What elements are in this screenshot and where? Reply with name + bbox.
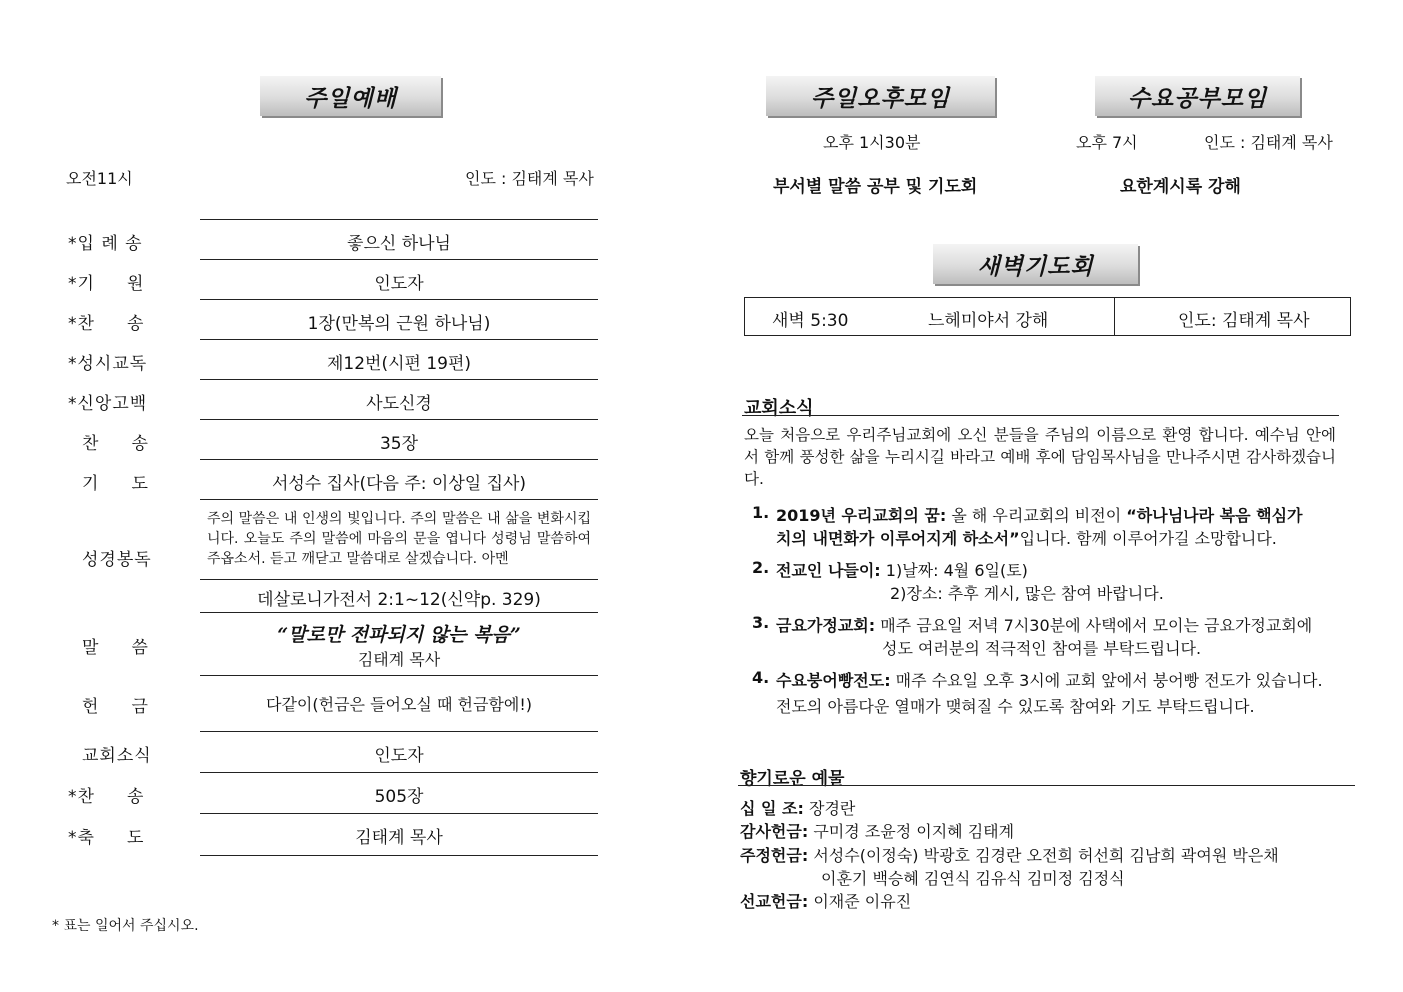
row-divider: [200, 612, 598, 613]
afternoon-meeting-banner: 주일오후모임: [766, 76, 995, 116]
news-item-number: 4.: [752, 668, 770, 687]
news-item-number: 1.: [752, 503, 770, 522]
service-label: 기 도: [82, 474, 149, 494]
news-item-text: 입니다. 함께 이루어가길 소망합니다.: [1019, 529, 1277, 548]
service-label: *찬 송: [68, 314, 145, 334]
offering-title: 향기로운 예물: [740, 769, 845, 789]
news-intro: 오늘 처음으로 우리주님교회에 오신 분들을 주님의 이름으로 환영 합니다. 예수님 안에서 함께 풍성한 삶을 누리시길 바라고 예배 후에 담임목사님을 만나주시면 감사하겠습니다.: [744, 426, 1336, 488]
service-value: 다같이(헌금은 들어오실 때 헌금함에!): [266, 695, 532, 714]
offering-row-weekly-cont: 이훈기 백승혜 김연식 김유식 김미정 김정식: [821, 869, 1125, 888]
offering-rule: [738, 785, 1355, 786]
wednesday-time: 오후 7시: [1076, 133, 1138, 152]
service-value: 35장: [379, 434, 419, 454]
standing-footnote: * 표는 일어서 주십시오.: [52, 918, 199, 934]
news-title: 교회소식: [744, 398, 814, 419]
news-item-text: 매주 수요일 오후 3시에 교회 앞에서 붕어빵 전도가 있습니다.: [890, 671, 1323, 690]
news-item-1-line2: [776, 526, 1277, 549]
news-item-4-line1: [776, 668, 1323, 691]
service-time: 오전11시: [66, 169, 133, 188]
scripture-label: 성경봉독: [82, 550, 152, 570]
wednesday-study-banner: 수요공부모임: [1095, 76, 1300, 116]
offering-names: 이재준 이유진: [813, 892, 912, 911]
news-item-text: 1)날짜: 4월 6일(토): [880, 561, 1028, 580]
dawn-prayer-banner: 새벽기도회: [933, 244, 1138, 284]
offering-names: 구미경 조윤정 이지혜 김태계: [813, 822, 1015, 841]
offering-label: 감사헌금:: [740, 822, 809, 841]
service-label: 교회소식: [82, 746, 152, 766]
offering-row-mission: [740, 889, 911, 912]
dawn-time: 새벽 5:30: [772, 311, 849, 331]
news-item-text: 매주 금요일 저녁 7시30분에 사택에서 모이는 금요가정교회에: [875, 616, 1313, 635]
service-label: *찬 송: [68, 787, 145, 807]
news-item-3-line1: [776, 613, 1312, 636]
row-divider: [200, 772, 598, 773]
news-item-1-line1: [776, 503, 1302, 526]
dawn-leader: 인도: 김태계 목사: [1178, 311, 1310, 331]
sermon-preacher: 김태계 목사: [357, 650, 441, 669]
news-item-number: 3.: [752, 613, 770, 632]
offering-names: 서성수(이정숙) 박광호 김경란 오전희 허선희 김남희 곽여원 박은채: [813, 846, 1279, 865]
row-divider: [200, 219, 598, 220]
wednesday-desc: 요한계시록 강해: [1120, 177, 1241, 197]
sunday-service-banner: 주일예배: [260, 76, 441, 116]
offering-row-thanks: [740, 819, 1014, 842]
service-label: *신앙고백: [68, 394, 148, 414]
news-item-head: 금요가정교회:: [776, 616, 876, 635]
news-item-text: 올 해 우리교회의 비전이: [946, 506, 1127, 525]
wednesday-leader: 인도 : 김태계 목사: [1204, 133, 1333, 152]
row-divider: [200, 813, 598, 814]
service-label: 찬 송: [82, 434, 149, 454]
row-divider: [200, 499, 598, 500]
service-value: 제12번(시편 19편): [326, 354, 472, 374]
service-value: 좋으신 하나님: [347, 234, 451, 254]
row-divider: [200, 379, 598, 380]
service-leader: 인도 : 김태계 목사: [465, 169, 594, 188]
service-label: 헌 금: [82, 697, 149, 717]
row-divider: [200, 459, 598, 460]
service-label: *성시교독: [68, 354, 148, 374]
dawn-topic: 느헤미야서 강해: [928, 311, 1049, 331]
sermon-title: “말로만 전파되지 않는 복음”: [277, 624, 521, 646]
offering-row-tithe: [740, 796, 855, 819]
dawn-box-divider: [1114, 297, 1115, 336]
row-divider: [200, 339, 598, 340]
row-divider: [200, 259, 598, 260]
row-divider: [200, 731, 598, 732]
news-item-number: 2.: [752, 558, 770, 577]
offering-label: 선교헌금:: [740, 892, 809, 911]
offering-row-weekly: [740, 843, 1279, 866]
news-item-emphasis: “하나님나라 복음 핵심가: [1126, 506, 1303, 525]
service-value: 사도신경: [366, 394, 432, 414]
news-item-emphasis: 치의 내면화가 이루어지게 하소서”: [776, 529, 1020, 548]
row-divider: [200, 579, 598, 580]
service-value: 김태계 목사: [355, 828, 443, 848]
afternoon-desc: 부서별 말씀 공부 및 기도회: [773, 177, 978, 197]
news-item-head: 수요붕어빵전도:: [776, 671, 891, 690]
afternoon-time: 오후 1시30분: [823, 133, 921, 152]
news-rule: [742, 415, 1339, 416]
news-item-2-line2: 2)장소: 추후 게시, 많은 참여 바랍니다.: [890, 584, 1164, 603]
offering-label: 십 일 조:: [740, 799, 804, 818]
service-label: *입 례 송: [68, 234, 143, 254]
service-value: 인도자: [374, 746, 424, 766]
news-item-head: 2019년 우리교회의 꿈:: [776, 506, 947, 525]
offering-names: 장경란: [809, 799, 856, 818]
service-label: *기 원: [68, 274, 145, 294]
service-value: 505장: [374, 787, 424, 807]
sermon-label: 말 씀: [82, 638, 149, 658]
row-divider: [200, 855, 598, 856]
scripture-reference: 데살로니가전서 2:1~12(신약p. 329): [257, 590, 541, 610]
news-item-head: 전교인 나들이:: [776, 561, 881, 580]
service-value: 1장(만복의 근원 하나님): [307, 314, 491, 334]
news-item-3-line2: 성도 여러분의 적극적인 참여를 부탁드립니다.: [882, 639, 1202, 658]
service-value: 인도자: [374, 274, 424, 294]
offering-label: 주정헌금:: [740, 846, 809, 865]
news-item-4-line2: 전도의 아름다운 열매가 맺혀질 수 있도록 참여와 기도 부탁드립니다.: [776, 697, 1255, 716]
news-item-2-line1: [776, 558, 1028, 581]
row-divider: [200, 419, 598, 420]
scripture-prayer-text: 주의 말씀은 내 인생의 빛입니다. 주의 말씀은 내 삶을 변화시킵니다. 오늘도 주의 말씀에 마음의 문을 엽니다 성령님 말씀하여 주옵소서. 듣고 깨닫고 말씀대로 살겠습니다. 아멘: [207, 511, 591, 567]
row-divider: [200, 675, 598, 676]
service-label: *축 도: [68, 828, 145, 848]
row-divider: [200, 299, 598, 300]
service-value: 서성수 집사(다음 주: 이상일 집사): [271, 474, 527, 494]
